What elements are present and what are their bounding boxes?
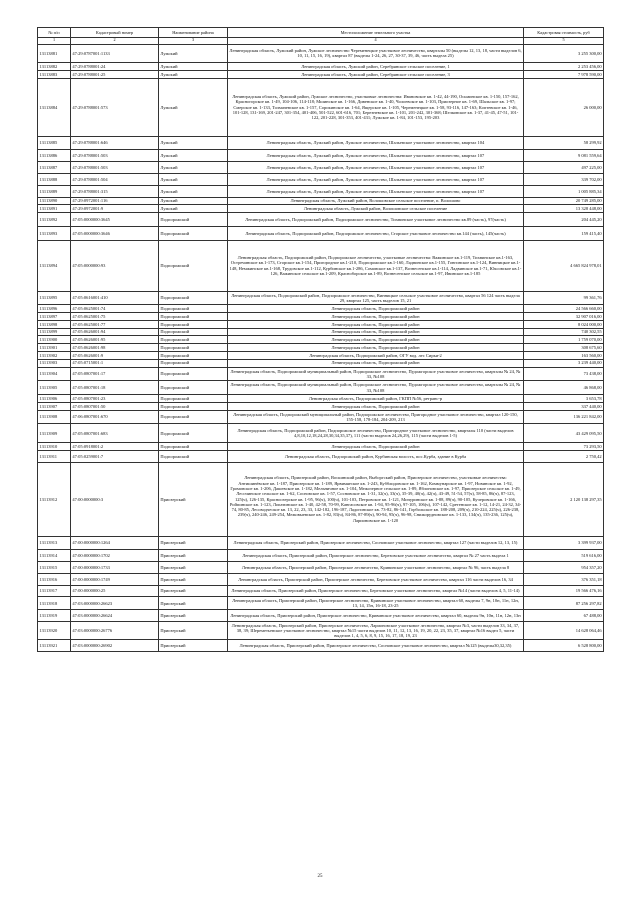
district-cell: Подпорожский [159, 410, 228, 424]
cadastral-value-cell: 32 907 016,00 [524, 313, 604, 321]
row-number-cell: 13113882 [38, 63, 71, 71]
cadastral-value-cell: 163 560,00 [524, 351, 604, 359]
table-row [38, 640, 604, 652]
district-cell: Подпорожский [159, 213, 228, 227]
location-cell: Ленинградская область, Приозерский район, Приозерское лесничество, Березовское участковое лесничество, квартал № 27 часть выдела 1 [228, 550, 524, 562]
cadastral-number-cell: 47:05:0000000:93 [71, 240, 159, 291]
location-cell: Ленинградская область, Приозерский район, Приозерское лесничество, Березовское участковое лесничество, квартал 116 части выделов 16, 34 [228, 573, 524, 585]
row-number-cell: 13113917 [38, 585, 71, 597]
column-number-cell: 5 [524, 37, 604, 44]
row-number-cell: 13113914 [38, 550, 71, 562]
row-number-cell: 13113884 [38, 78, 71, 136]
table-row [38, 240, 604, 291]
column-number-cell: 2 [71, 37, 159, 44]
district-cell: Подпорожский [159, 402, 228, 410]
row-number-cell: 13113908 [38, 410, 71, 424]
cadastral-number-cell: 47:05:0626001:94 [71, 328, 159, 336]
table-row [38, 63, 604, 71]
table-row [38, 174, 604, 186]
cadastral-number-cell: 47:00:0000000:1733 [71, 562, 159, 574]
cadastral-number-cell: 47:05:0616001:410 [71, 291, 159, 305]
location-cell: Ленинградская область, Лужский район, Серебрянское сельское поселение, 3 [228, 71, 524, 79]
cadastral-number-cell: 47:00:0000000:1749 [71, 573, 159, 585]
district-cell: Подпорожский [159, 367, 228, 381]
row-number-cell: 13113887 [38, 162, 71, 174]
district-cell: Лужский [159, 174, 228, 186]
table-row [38, 609, 604, 621]
table-row [38, 381, 604, 395]
table-row [38, 621, 604, 640]
location-cell: Ленинградская область, Подпорожский район [228, 305, 524, 313]
location-cell: Ленинградская область, Приозерский район, Приозерское лесничество, Сосновское участковое лесничество, квартал №125 (выделы30,32,35) [228, 640, 524, 652]
table-row [38, 44, 604, 63]
location-cell: Ленинградская область, Подпорожский муниципальный район, Подпорожское лесничество, Пригородное участковое лесничество, квартал 120-150, 155-158, 178-184, 204-209, 213 [228, 410, 524, 424]
table-row [38, 585, 604, 597]
district-cell: Лужский [159, 197, 228, 205]
district-cell: Подпорожский [159, 328, 228, 336]
cadastral-value-cell: 1 759 070,00 [524, 336, 604, 344]
cadastral-number-cell: 47:29:0788001:315 [71, 185, 159, 197]
cadastral-number-cell: 47:29:0788001:504 [71, 174, 159, 186]
location-cell: Ленинградская область, Приозерский район, Приозерское лесничество, Кривинское участковое лесничество, квартал 60, выделы 7, 9н, 10н, 11н, 12н, 13, 14, 15н, 16-18, 23-25 [228, 597, 524, 609]
cadastral-number-cell: 47:29:0788001:503 [71, 162, 159, 174]
cadastral-number-cell: 47:29:0788001:573 [71, 78, 159, 136]
cadastral-value-cell: 7 978 590,00 [524, 71, 604, 79]
row-number-cell: 13113896 [38, 305, 71, 313]
cadastral-number-cell: 47:00:0000000:3 [71, 462, 159, 536]
district-cell: Подпорожский [159, 443, 228, 451]
cadastral-value-cell: 24 566 660,00 [524, 305, 604, 313]
table-row [38, 136, 604, 150]
cadastral-value-cell: 339 702,00 [524, 174, 604, 186]
table-row [38, 320, 604, 328]
location-cell: Ленинградская область, Подпорожский район, ОГУ вод. лес Сирьи-2 [228, 351, 524, 359]
table-row [38, 78, 604, 136]
cadastral-number-cell: 47:05:0807001:17 [71, 367, 159, 381]
cadastral-value-cell: 73 438,00 [524, 367, 604, 381]
table-row [38, 313, 604, 321]
cadastral-number-cell: 47:29:0788001:25 [71, 71, 159, 79]
cadastral-number-cell: 47:05:0626001:98 [71, 344, 159, 352]
table-row [38, 336, 604, 344]
table-row [38, 205, 604, 213]
table-row [38, 359, 604, 367]
location-cell: Ленинградская область, Подпорожский район, Курбинская волость, пос.Курба, здание в Курба [228, 451, 524, 463]
location-cell: Ленинградская область, Подпорожский район [228, 402, 524, 410]
cadastral-number-cell: 47:05:0259001:7 [71, 451, 159, 463]
location-cell: Ленинградская область, Подпорожский район, Подпорожское лесничество, Тихвинское участковое лесничество кв.89 (часть), 97(часть) [228, 213, 524, 227]
location-cell: Ленинградская область, Лужский район, Лужское лесничество, Шальевское участковое лесничество, квартал 107 [228, 162, 524, 174]
district-cell: Приозерский [159, 562, 228, 574]
cadastral-value-cell: 3 239 440,00 [524, 359, 604, 367]
district-cell: Приозерский [159, 585, 228, 597]
row-number-cell: 13113920 [38, 621, 71, 640]
district-cell: Подпорожский [159, 291, 228, 305]
location-cell: Ленинградская область, Приозерский район, Приозерское лесничество, Кривинское участковое лесничество, квартал № 96, часть выдела 8 [228, 562, 524, 574]
cadastral-number-cell: 47:05:0625001:75 [71, 313, 159, 321]
table-row [38, 185, 604, 197]
header-cell-location: Местоположение земельного участка [228, 28, 524, 38]
cadastral-value-cell: 73 293,50 [524, 443, 604, 451]
cadastral-value-cell: 67 488,00 [524, 609, 604, 621]
location-cell: Ленинградская область, Подпорожский район [228, 328, 524, 336]
table-row [38, 226, 604, 240]
cadastral-number-cell: 47:03:0000000:26624 [71, 609, 159, 621]
location-cell: Ленинградская область, Подпорожский район, Подпорожское лесничество, Пригородное участковое лесничество, кварталы 110 (части выделов 4,8,10,12,18,24,28,30,34,35,37), 111 (части выделов 24,26,29), 115 (части выделов 1-5) [228, 424, 524, 443]
district-cell: Лужский [159, 162, 228, 174]
cadastral-number-cell: 47:05:0715001:1 [71, 359, 159, 367]
table-row [38, 410, 604, 424]
location-cell: Ленинградская область, Лужский район, Волошовское сельское поселение, п. Волошово [228, 197, 524, 205]
cadastral-value-cell: 376 351,18 [524, 573, 604, 585]
location-cell: Ленинградская область, Лужский район, Лужское лесничество, Шальевское участковое лесничество, квартал 107 [228, 150, 524, 162]
cadastral-value-cell: 99 361,76 [524, 291, 604, 305]
district-cell: Подпорожский [159, 305, 228, 313]
location-cell: Ленинградская область, Подпорожский район [228, 359, 524, 367]
location-cell: Ленинградская область, Подпорожский муниципальный район, Подпорожское лесничество, Пудожгорское участковое лесничество, кварталы № 24, № 33, №108 [228, 367, 524, 381]
table-row [38, 213, 604, 227]
row-number-cell: 13113899 [38, 328, 71, 336]
row-number-cell: 13113891 [38, 205, 71, 213]
table-row [38, 424, 604, 443]
cadastral-value-cell: 4 665 824 978,01 [524, 240, 604, 291]
district-cell: Приозерский [159, 536, 228, 550]
district-cell: Подпорожский [159, 240, 228, 291]
district-cell: Приозерский [159, 462, 228, 536]
table-row [38, 291, 604, 305]
location-cell: Ленинградская область, Подпорожский район [228, 320, 524, 328]
table-row [38, 351, 604, 359]
district-cell: Приозерский [159, 597, 228, 609]
location-cell: Ленинградская область, Подпорожский район [228, 443, 524, 451]
table-row [38, 562, 604, 574]
cadastral-value-cell: 87 256 297,82 [524, 597, 604, 609]
location-cell: Ленинградская область, Лужский район, Лужское лесничество, Шальевское участковое лесничество, квартал 104 [228, 136, 524, 150]
cadastral-value-cell: 740 302,55 [524, 328, 604, 336]
district-cell: Подпорожский [159, 313, 228, 321]
header-cell-value: Кадастровая стоимость, руб [524, 28, 604, 38]
location-cell: Ленинградская область, Приозерский район, Приозерское лесничество, Кривинское участковое лесничество, квартал 60, выделы 9н, 10н, 11н, 12н, 13н [228, 609, 524, 621]
cadastral-number-cell: 47:05:0918001:2 [71, 443, 159, 451]
location-cell: Ленинградская область, Лужский район, Лужское лесничество, Шальевское участковое лесничество, квартал 107 [228, 174, 524, 186]
cadastral-value-cell: 2 750,42 [524, 451, 604, 463]
district-cell: Приозерский [159, 573, 228, 585]
table-row [38, 197, 604, 205]
location-cell: Ленинградская область, Приозерский район, Приозерское лесничество, Березовское участковое лесничество, квартал №14 (части выделов 4, 5, 11-14) [228, 585, 524, 597]
row-number-cell: 13113886 [38, 150, 71, 162]
row-number-cell: 13113900 [38, 336, 71, 344]
location-cell: Ленинградская область, Лужский район, Лужское лесничество, Шальевское участковое лесничество, квартал 107 [228, 185, 524, 197]
district-cell: Лужский [159, 150, 228, 162]
table-row [38, 573, 604, 585]
cadastral-value-cell: 9 081 559,64 [524, 150, 604, 162]
cadastral-value-cell: 46 868,00 [524, 381, 604, 395]
row-number-cell: 13113895 [38, 291, 71, 305]
location-cell: Ленинградская область, Подпорожский район, ГКПП №56, ретранс-р [228, 395, 524, 403]
row-number-cell: 13113912 [38, 462, 71, 536]
district-cell: Подпорожский [159, 320, 228, 328]
cadastral-value-cell: 3 653,78 [524, 395, 604, 403]
table-row [38, 344, 604, 352]
district-cell: Лужский [159, 185, 228, 197]
cadastral-number-cell: 47:05:0807001:50 [71, 402, 159, 410]
cadastral-value-cell: 159 415,40 [524, 226, 604, 240]
cadastral-value-cell: 19 566 476,16 [524, 585, 604, 597]
location-cell: Ленинградская область, Подпорожский район, Подпорожское лесничество, Сторское участковое лесничество кв.144 (часть), 145(часть) [228, 226, 524, 240]
row-number-cell: 13113890 [38, 197, 71, 205]
page-number: 25 [317, 874, 323, 879]
row-number-cell: 13113894 [38, 240, 71, 291]
cadastral-number-cell: 47:29:0788001:24 [71, 63, 159, 71]
district-cell: Лужский [159, 205, 228, 213]
cadastral-number-cell: 47:03:0000000:26623 [71, 597, 159, 609]
cadastral-value-cell: 43 429 095,50 [524, 424, 604, 443]
cadastral-number-cell: 47:00:0000000:1264 [71, 536, 159, 550]
row-number-cell: 13113901 [38, 344, 71, 352]
cadastral-value-cell: 8 024 000,00 [524, 320, 604, 328]
row-number-cell: 13113921 [38, 640, 71, 652]
cadastral-number-cell: 47:05:0807001:683 [71, 424, 159, 443]
row-number-cell: 13113885 [38, 136, 71, 150]
location-cell: Ленинградская область, Приозерский район, Приозерское лесничество, Ларионовское участковое лесничество, квартал №3, части выделов 33, 34, 37, 38, 39; Шереметьевское участковое лесничество, квартал №15 части выделов 10, 11, 12, 13, 16, 19, 20, 22, 23, 35, 37, квартал №16 выдел 5, части выделов 1, 4, 5, 6, 8, 9, 15, 16, 17, 18, 19, 23 [228, 621, 524, 640]
cadastral-number-cell: 47:05:0625001:74 [71, 305, 159, 313]
row-number-cell: 13113906 [38, 395, 71, 403]
cadastral-value-cell: 954 357,20 [524, 562, 604, 574]
location-cell: Ленинградская область, Подпорожский район, Подпорожское лесничество, участковые лесничества: Важинское кв.1-119, Тихвинское кв.1-163, Остречинское кв.1-173, Сторское кв.1-154, Пригородное кв.1-210, Подпорожское кв.1-160, Ладвинское кв.1-155, Гонгинское кв.1-124, Винницкое кв.1-148, Немжинское кв.1-168, Трудовское кв.1-112, Курбинское кв.1-286, Сомовское кв.1-137, Вознесенское кв.1-114, Ладвинское кв.1-71, Юксовское кв.1-126, Важинское сельское кв.1-209, Красноборское кв.1-89, Вознесенское сельское кв.1-97, Ивинское кв.1-185 [228, 240, 524, 291]
cadastral-value-cell: 13 328 448,00 [524, 205, 604, 213]
district-cell: Лужский [159, 63, 228, 71]
district-cell: Лужский [159, 71, 228, 79]
row-number-cell: 13113916 [38, 573, 71, 585]
location-cell: Ленинградская область, Приозерский район, Приозерское лесничество, Сосновское участковое лесничество, квартал 127 (части выделов 12, 13, 15) [228, 536, 524, 550]
district-cell: Подпорожский [159, 336, 228, 344]
row-number-cell: 13113904 [38, 367, 71, 381]
cadastral-value-cell: 3 255 300,00 [524, 44, 604, 63]
table-row [38, 462, 604, 536]
cadastral-number-cell: 47:05:0626001:95 [71, 336, 159, 344]
table-header-row [38, 28, 604, 38]
district-cell: Подпорожский [159, 359, 228, 367]
register-table [37, 27, 604, 652]
location-cell: Ленинградская область, Лужский район, Серебрянское сельское поселение, 1 [228, 63, 524, 71]
cadastral-number-cell: 47:29:0972001:9 [71, 205, 159, 213]
table-row [38, 536, 604, 550]
row-number-cell: 13113888 [38, 174, 71, 186]
cadastral-number-cell: 47:29:0788001:503 [71, 150, 159, 162]
cadastral-value-cell: 3 399 937,00 [524, 536, 604, 550]
table-row [38, 328, 604, 336]
column-number-cell: 1 [38, 37, 71, 44]
cadastral-value-cell: 308 675,60 [524, 344, 604, 352]
cadastral-value-cell: 20 749 285,00 [524, 197, 604, 205]
district-cell: Приозерский [159, 609, 228, 621]
cadastral-number-cell: 47:00:0000000:25 [71, 585, 159, 597]
header-cell-number: № п/п [38, 28, 71, 38]
row-number-cell: 13113898 [38, 320, 71, 328]
column-number-cell: 4 [228, 37, 524, 44]
table-row [38, 367, 604, 381]
cadastral-number-cell: 47:03:0000000:26902 [71, 640, 159, 652]
header-cell-cadastral: Кадастровый номер [71, 28, 159, 38]
cadastral-value-cell: 26 000,00 [524, 78, 604, 136]
row-number-cell: 13113909 [38, 424, 71, 443]
row-number-cell: 13113915 [38, 562, 71, 574]
cadastral-value-cell: 14 628 064,46 [524, 621, 604, 640]
table-row [38, 150, 604, 162]
row-number-cell: 13113910 [38, 443, 71, 451]
row-number-cell: 13113905 [38, 381, 71, 395]
cadastral-value-cell: 6 528 800,00 [524, 640, 604, 652]
cadastral-number-cell: 47:05:0626001:9 [71, 351, 159, 359]
location-cell: Ленинградская область, Подпорожский район [228, 336, 524, 344]
district-cell: Подпорожский [159, 226, 228, 240]
district-cell: Подпорожский [159, 381, 228, 395]
district-cell: Приозерский [159, 550, 228, 562]
location-cell: Ленинградская область, Приозерский район, Воскинский район, Выборгский район, Приозерское лесничество, участковые лесничества: Антишинёвское кв. 1-187, Приозерское кв. 1-189, Ярвимяеское кв. 1-243, Кубблидовское кв. 1-162, Коммунарское кв. 1-97, Новинское кв. 1-92, Громовское кв. 1-206, Дашевское кв. 1-182, Мельничное кв. 1-104, Межозерное сельское кв. 1-89, Яблоновское кв. 1-97, Приозерское сельское кв. 1-49, Лесочинское сельское кв. 1-62, Сосновское кв. 1-57, Сосновское кв. 1-31, 32(ч), 33(ч), 35-39, 40(ч), 42(ч), 43-49, 51-54, 57(ч), 58-85, 86(ч), 87-123, 125(ч), 126-135, Красноозерское кв. 1-95, 96(ч), 100(ч), 101-103, Петровское кв. 1-121, Мичуринское кв. 1-88, 89(ч), 90-105, Кучеровское кв. 1-166, Ройпинское кв. 1-123, Лопатинское кв. 1-40, 42-58, 70-99, Кангасовское кв. 1-94, 95-96(ч), 97-105, 106(ч), 107-142, Сретенское кв. 1-12, 14-21, 24-32, 34-74, 80-85, Лесоводческое кв. 13, 22, 23, 33, 142-182, 196-187, Ладогинское кв. 73-82, 86-141, Горбольское кв. 188-208, 209(ч), 210-224, 225(ч), 226-238, 239(ч), 240-246, 249-254, Межовыевское кв. 1-82, 83(ч), 84-86, 87-89(ч), 90-94, 95(ч), 96-98, Снижорудновское кв. 1-133, 134(ч), 135-236, 125(ч), Ларионовское кв. 1-120 [228, 462, 524, 536]
cadastral-number-cell: 47:05:0807001:18 [71, 381, 159, 395]
table-row [38, 162, 604, 174]
row-number-cell: 13113903 [38, 359, 71, 367]
cadastral-number-cell: 47:06:0807001:670 [71, 410, 159, 424]
table-row [38, 395, 604, 403]
row-number-cell: 13113911 [38, 451, 71, 463]
cadastral-number-cell: 47:29:0788001:646 [71, 136, 159, 150]
district-cell: Подпорожский [159, 395, 228, 403]
district-cell: Лужский [159, 78, 228, 136]
cadastral-value-cell: 519 616,00 [524, 550, 604, 562]
row-number-cell: 13113902 [38, 351, 71, 359]
district-cell: Приозерский [159, 621, 228, 640]
cadastral-number-cell: 47:05:0807001:23 [71, 395, 159, 403]
location-cell: Ленинградская область, Подпорожский район [228, 313, 524, 321]
cadastral-value-cell: 58 299,92 [524, 136, 604, 150]
district-cell: Подпорожский [159, 424, 228, 443]
table-row [38, 550, 604, 562]
row-number-cell: 13113897 [38, 313, 71, 321]
location-cell: Ленинградская область, Подпорожский район [228, 344, 524, 352]
cadastral-value-cell: 2 253 456,00 [524, 63, 604, 71]
header-cell-district: Наименование района [159, 28, 228, 38]
district-cell: Лужский [159, 44, 228, 63]
district-cell: Подпорожский [159, 351, 228, 359]
table-row [38, 597, 604, 609]
cadastral-value-cell: 2 120 138 297,35 [524, 462, 604, 536]
district-cell: Лужский [159, 136, 228, 150]
table-row [38, 451, 604, 463]
row-number-cell: 13113913 [38, 536, 71, 550]
table-row [38, 71, 604, 79]
cadastral-value-cell: 136 221 842,00 [524, 410, 604, 424]
cadastral-number-cell: 47:29:0972001:116 [71, 197, 159, 205]
cadastral-value-cell: 1 005 885,34 [524, 185, 604, 197]
cadastral-number-cell: 47:03:0000000:26776 [71, 621, 159, 640]
row-number-cell: 13113918 [38, 597, 71, 609]
district-cell: Подпорожский [159, 451, 228, 463]
table-row [38, 305, 604, 313]
cadastral-number-cell: 47:29:0787001:1133 [71, 44, 159, 63]
cadastral-value-cell: 204 445,20 [524, 213, 604, 227]
location-cell: Ленинградская область, Подпорожский район, Подпорожское лесничество, Винницкое сельское участковое лесничество, квартал 56 124 часть выдела 29, квартал 125, часть выделов 15, 21 [228, 291, 524, 305]
location-cell: Ленинградская область, Лужский район, Лужское лесничество Череменецкое участковое лесничество, кварталы 50 (выделы 12, 13, 18, части выделов 6, 10, 11, 15, 16, 19), квартал 87 (выделы 1-24, 26, 27, 30-37, 39, 46, часть выдела 25) [228, 44, 524, 63]
cadastral-number-cell: 47:05:0000000:3646 [71, 226, 159, 240]
district-cell: Подпорожский [159, 344, 228, 352]
location-cell: Ленинградская область, Лужский район, Волошовское сельское поселение [228, 205, 524, 213]
cadastral-value-cell: 337 440,00 [524, 402, 604, 410]
row-number-cell: 13113919 [38, 609, 71, 621]
row-number-cell: 13113893 [38, 226, 71, 240]
row-number-cell: 13113881 [38, 44, 71, 63]
row-number-cell: 13113892 [38, 213, 71, 227]
row-number-cell: 13113889 [38, 185, 71, 197]
district-cell: Приозерский [159, 640, 228, 652]
column-number-cell: 3 [159, 37, 228, 44]
row-number-cell: 13113907 [38, 402, 71, 410]
table-row [38, 402, 604, 410]
cadastral-value-cell: 497 225,00 [524, 162, 604, 174]
cadastral-number-cell: 47:00:0000000:1702 [71, 550, 159, 562]
location-cell: Ленинградская область, Лужский район, Лужское лесничество, участковые лесничества: Ивановское кв. 1-42, 44-190, Осьминское кв. 1-150, 157-162, Красногорское кв. 1-49, 104-106, 114-118; Мшинское кв. 1-166, Дивенское кв. 1-40, Чолоевское кв. 1-103, Приозерное кв. 1-69, Шальское кв. 1-97; Смерское кв. 1-133, Толмачевское кв. 1-157, Сорокинское кв. 1-64, Ящерское кв. 1-105, Череменецкое кв. 1-58, 93-116, 147-163; Коптевское кв. 1-46, 101-128, 131-169, 201-247, 301-354, 401-406, 501-522, 601-616, 701; Березневское кв. 1-101, 201-242, 301-368; Шелковское кв. 1-37, 41-45, 47-51, 101-122, 201-228, 301-353, 401-431; Лужское кв. 1-84, 101-153, 195-203 [228, 78, 524, 136]
table-row [38, 443, 604, 451]
cadastral-number-cell: 47:05:0000000:3645 [71, 213, 159, 227]
cadastral-number-cell: 47:05:0625001:77 [71, 320, 159, 328]
location-cell: Ленинградская область, Подпорожский муниципальный район, Подпорожское лесничество, Пудожгорское участковое лесничество, кварталы № 24, № 33, №108 [228, 381, 524, 395]
table-column-numbers-row [38, 37, 604, 44]
row-number-cell: 13113883 [38, 71, 71, 79]
